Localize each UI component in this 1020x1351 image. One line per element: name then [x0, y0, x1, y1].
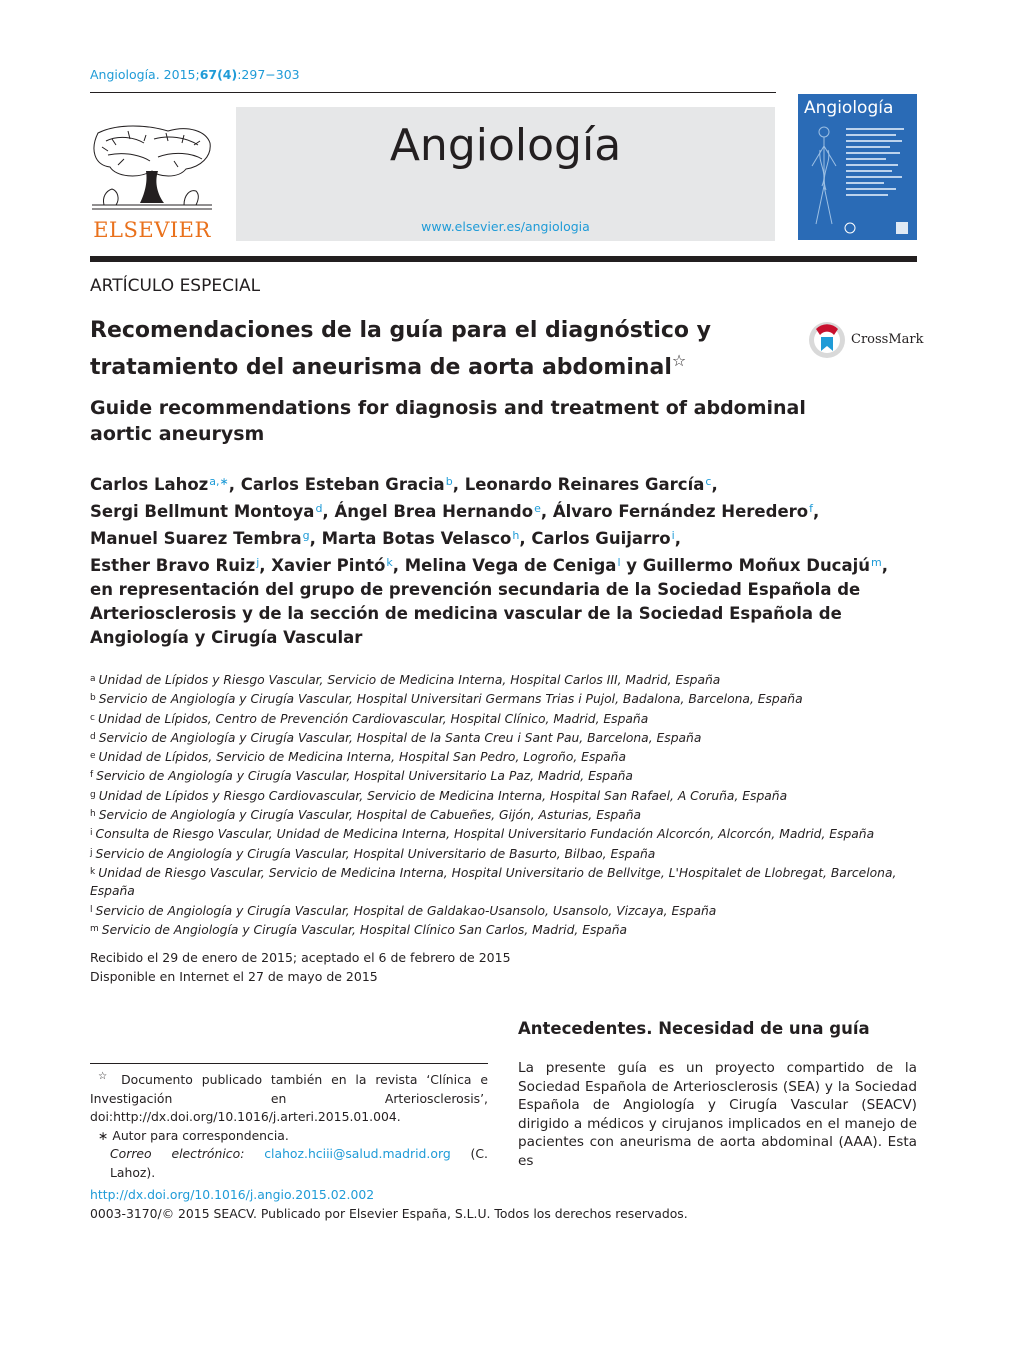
email-label: Correo electrónico:	[110, 1146, 245, 1162]
author-separator: ,	[322, 502, 335, 521]
title-es-text: Recomendaciones de la guía para el diagnóstico y tratamiento del aneurisma de aorta abdominal	[90, 318, 712, 380]
footnote-star-symbol: ☆	[98, 1070, 113, 1082]
affiliation-item	[90, 728, 920, 747]
author-separator: ,	[519, 529, 532, 548]
author-separator: ,	[540, 502, 553, 521]
citation-volume: 67(4)	[199, 67, 238, 82]
affiliation-key: c	[90, 712, 95, 723]
affiliation-key: g	[90, 789, 96, 800]
author-name: Manuel Suarez Tembra	[90, 529, 302, 548]
footnote-email	[90, 1145, 488, 1182]
crossmark-label[interactable]: CrossMark	[851, 332, 924, 347]
doi-link[interactable]: http://dx.doi.org/10.1016/j.angio.2015.02.002	[90, 1187, 375, 1202]
affiliation-item	[90, 689, 920, 708]
footnote-divider	[90, 1063, 488, 1064]
affiliation-text: Unidad de Lípidos y Riesgo Cardiovascular, Servicio de Medicina Interna, Hospital San Rafael, A Coruña, España	[98, 788, 788, 803]
journal-title: Angiología	[389, 120, 622, 171]
author-affiliation-ref[interactable]: m	[871, 556, 882, 569]
section-heading: Antecedentes. Necesidad de una guía	[518, 1019, 870, 1038]
author-name: Marta Botas Velasco	[321, 529, 512, 548]
journal-cover-image	[798, 94, 917, 240]
affiliation-key: m	[90, 923, 99, 934]
affiliation-text: Unidad de Lípidos, Servicio de Medicina Interna, Hospital San Pedro, Logroño, España	[98, 750, 627, 765]
author-list	[90, 470, 920, 650]
received-date: Recibido el 29 de enero de 2015; aceptado el 6 de febrero de 2015	[90, 950, 511, 965]
affiliation-key: j	[90, 847, 93, 858]
author-affiliation-ref[interactable]: k	[386, 556, 393, 569]
email-link[interactable]: clahoz.hciii@salud.madrid.org	[264, 1146, 451, 1162]
section-body-text: La presente guía es un proyecto compartido de la Sociedad Española de Arteriosclerosis (SEA) y la Sociedad Española de Angiología y Cirugía Vascular (SEACV) dirigido a médicos y cirujanos implicados en el manejo de pacientes con aneurisma de aorta abdominal (AAA). Esta es	[518, 1060, 917, 1169]
author-name: Leonardo Reinares García	[464, 475, 705, 494]
author-separator: y	[620, 556, 643, 575]
author-affiliation-ref[interactable]: b	[445, 475, 453, 488]
affiliation-text: Servicio de Angiología y Cirugía Vascular, Hospital Universitari Germans Trias i Pujol, Badalona, Barcelona, España	[98, 692, 803, 707]
author-affiliation-ref[interactable]: e	[534, 502, 541, 515]
publisher-name: ELSEVIER	[93, 218, 211, 242]
author-affiliation-ref[interactable]: d	[315, 502, 323, 515]
article-title-english: Guide recommendations for diagnosis and treatment of abdominal aortic aneurysm	[90, 397, 806, 445]
affiliation-item	[90, 670, 920, 689]
affiliation-item	[90, 805, 920, 824]
author-separator: ,	[309, 529, 322, 548]
article-type-label: ARTÍCULO ESPECIAL	[90, 276, 261, 296]
header-thick-divider	[90, 256, 917, 262]
affiliation-key: i	[90, 828, 93, 839]
affiliation-key: f	[90, 770, 94, 781]
citation-pages: :297−303	[237, 67, 300, 82]
author-affiliation-ref[interactable]: a,∗	[209, 475, 229, 488]
cover-title: Angiología	[804, 98, 894, 118]
affiliation-list	[90, 670, 920, 939]
affiliation-text: Servicio de Angiología y Cirugía Vascular, Hospital Universitario de Basurto, Bilbao, España	[95, 846, 656, 861]
footnote-author-text: Autor para correspondencia.	[112, 1127, 289, 1143]
affiliation-key: b	[90, 693, 96, 704]
author-name: Carlos Lahoz	[90, 475, 209, 494]
affiliation-item	[90, 863, 920, 901]
author-name: Sergi Bellmunt Montoya	[90, 502, 315, 521]
author-name: Ángel Brea Hernando	[334, 502, 534, 521]
affiliation-item	[90, 844, 920, 863]
footnote-star	[90, 1067, 488, 1127]
affiliation-key: d	[90, 731, 96, 742]
citation-journal: Angiología. 2015;	[90, 67, 200, 82]
affiliation-item	[90, 824, 920, 843]
journal-url-link[interactable]: www.elsevier.es/angiologia	[421, 219, 590, 234]
author-separator: ,	[392, 556, 405, 575]
article-dates	[90, 948, 511, 986]
affiliation-item	[90, 786, 920, 805]
header-divider	[90, 92, 776, 93]
affiliation-key: a	[90, 674, 96, 684]
affiliation-key: e	[90, 751, 96, 762]
affiliation-text: Unidad de Lípidos, Centro de Prevención Cardiovascular, Hospital Clínico, Madrid, España	[97, 711, 649, 726]
affiliation-text: Servicio de Angiología y Cirugía Vascular, Hospital de la Santa Creu i Sant Pau, Barcelona, España	[98, 730, 702, 745]
title-footnote-star[interactable]: ☆	[671, 351, 687, 370]
affiliation-item	[90, 766, 920, 785]
author-affiliation-ref[interactable]: g	[302, 529, 310, 542]
representation-statement: en representación del grupo de prevención secundaria de la Sociedad Española de Arteriosclerosis y de la sección de medicina vascular de la Sociedad Española de Angiología y Cirugía Vascular	[90, 580, 861, 647]
author-name: Carlos Esteban Gracia	[240, 475, 445, 494]
author-name: Guillermo Moñux Ducajú	[642, 556, 871, 575]
affiliation-text: Servicio de Angiología y Cirugía Vascular, Hospital Universitario La Paz, Madrid, España	[96, 769, 633, 784]
author-separator: ,	[812, 502, 820, 521]
author-separator: ,	[711, 475, 718, 494]
affiliation-item	[90, 920, 920, 939]
author-name: Carlos Guijarro	[531, 529, 671, 548]
affiliation-text: Servicio de Angiología y Cirugía Vascular, Hospital de Galdakao-Usansolo, Usansolo, Vizcaya, España	[95, 903, 717, 918]
author-affiliation-ref[interactable]: l	[617, 556, 621, 569]
author-affiliation-ref[interactable]: j	[256, 556, 260, 569]
author-separator: ,	[259, 556, 272, 575]
affiliation-text: Consulta de Riesgo Vascular, Unidad de Medicina Interna, Hospital Universitario Fundación Alcorcón, Alcorcón, Madrid, España	[95, 827, 875, 842]
author-affiliation-ref[interactable]: c	[705, 475, 712, 488]
affiliation-key: h	[90, 809, 96, 820]
affiliation-text: Unidad de Lípidos y Riesgo Vascular, Servicio de Medicina Interna, Hospital Carlos III, Madrid, España	[98, 673, 721, 687]
affiliation-item	[90, 709, 920, 728]
footnote-corresponding	[90, 1127, 488, 1146]
author-separator: ,	[228, 475, 241, 494]
author-separator: ,	[881, 556, 889, 575]
author-affiliation-ref[interactable]: f	[809, 502, 813, 515]
author-separator: ,	[674, 529, 681, 548]
author-affiliation-ref[interactable]: i	[671, 529, 675, 542]
copyright-notice: 0003-3170/© 2015 SEACV. Publicado por Elsevier España, S.L.U. Todos los derechos reservados.	[90, 1206, 688, 1221]
author-name: Melina Vega de Ceniga	[404, 556, 617, 575]
affiliation-key: l	[90, 904, 93, 915]
author-name: Álvaro Fernández Heredero	[552, 502, 809, 521]
affiliation-item	[90, 901, 920, 920]
cover-artwork	[798, 94, 917, 240]
author-name: Xavier Pintó	[271, 556, 386, 575]
author-separator: ,	[452, 475, 465, 494]
footnotes	[90, 1067, 488, 1182]
footnote-author-symbol: ∗	[98, 1127, 109, 1143]
email-suffix: (C. Lahoz).	[110, 1146, 488, 1180]
affiliation-key: k	[90, 866, 96, 877]
affiliation-item	[90, 747, 920, 766]
article-title-spanish	[90, 316, 750, 383]
affiliation-text: Unidad de Riesgo Vascular, Servicio de Medicina Interna, Hospital Universitario de Bellvitge, L'Hospitalet de Llobregat, Barcelona, España	[90, 865, 897, 899]
affiliation-text: Servicio de Angiología y Cirugía Vascular, Hospital Clínico San Carlos, Madrid, España	[101, 922, 628, 937]
footnote-star-text: Documento publicado también en la revista ‘Clínica e Investigación en Arteriosclerosis’, doi:http://dx.doi.org/10.1016/j.arteri.2015.01.004.	[90, 1072, 488, 1125]
online-date: Disponible en Internet el 27 de mayo de 2015	[90, 969, 378, 984]
author-affiliation-ref[interactable]: h	[512, 529, 520, 542]
journal-citation[interactable]	[90, 67, 300, 82]
author-name: Esther Bravo Ruiz	[90, 556, 256, 575]
affiliation-text: Servicio de Angiología y Cirugía Vascular, Hospital de Cabueñes, Gijón, Asturias, España	[98, 808, 642, 823]
